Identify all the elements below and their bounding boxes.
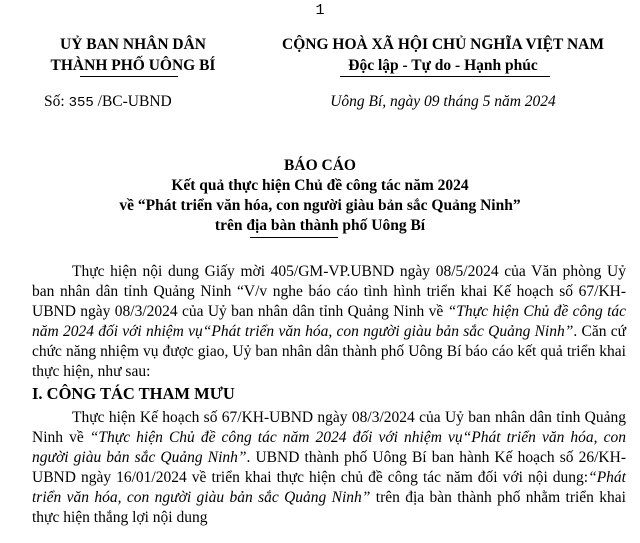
title-line-1: BÁO CÁO (284, 157, 356, 174)
title-line-3: về “Phát triển văn hóa, con người giàu bản sắc Quảng Ninh” (119, 197, 521, 214)
document-number (44, 93, 172, 111)
para2-text-c: trên địa bàn thành phố nhằm triển khai thực hiện thắng lợi nội dung (32, 488, 626, 526)
para1-italic-quote: “Thực hiện Chủ đề công tác năm 2024 đối với nhiệm vụ“Phát triển văn hóa, con người giàu bản sắc Quảng Ninh” (32, 302, 627, 340)
country-name: CỘNG HOÀ XÃ HỘI CHỦ NGHĨA VIỆT NAM (282, 36, 604, 53)
authority-line-1: UỶ BAN NHÂN DÂN (60, 36, 206, 53)
para1-text-a: Thực hiện nội dung Giấy mời 405/GM-VP.UBND ngày 08/5/2024 của Văn phòng Uỷ ban nhân dân tỉnh Quảng Ninh “V/v nghe báo cáo tình hình triển khai Kế hoạch số 67/KH-UBND ngày 08/3/2024 của Uỷ ban nhân dân tỉnh Quảng Ninh về (32, 263, 626, 320)
motto-line: Độc lập - Tự do - Hạnh phúc (348, 57, 538, 74)
paragraph-advisory (32, 408, 626, 527)
motto-underline (340, 76, 550, 77)
doc-number-value: 355 (68, 95, 94, 111)
paragraph-intro (32, 262, 626, 381)
national-motto (258, 34, 628, 76)
doc-number-suffix: /BC-UBND (93, 93, 172, 110)
issuing-authority (18, 34, 248, 76)
authority-line-2: THÀNH PHỐ UÔNG BÍ (50, 57, 216, 74)
title-underline (250, 237, 338, 238)
para2-text-a: Thực hiện Kế hoạch số 67/KH-UBND ngày 08/3/2024 của Uỷ ban nhân dân tỉnh Quảng Ninh về (32, 409, 626, 447)
para2-italic-quote: “Thực hiện Chủ đề công tác năm 2024 đối với nhiệm vụ“Phát triển văn hóa, con người giàu bản sắc Quảng Ninh” (32, 429, 626, 467)
place-and-date: Uông Bí, ngày 09 tháng 5 năm 2024 (330, 93, 556, 110)
para2-italic-quote-2: “Phát triển văn hóa, con người giàu bản sắc Quảng Ninh” (32, 469, 626, 506)
page-number: 1 (315, 2, 325, 19)
title-line-2: Kết quả thực hiện Chủ đề công tác năm 2024 (171, 177, 469, 194)
report-title (0, 156, 640, 236)
section-heading-1: I. CÔNG TÁC THAM MƯU (32, 384, 235, 404)
title-line-4: trên địa bàn thành phố Uông Bí (214, 217, 426, 234)
para1-text-b: . Căn cứ chức năng nhiệm vụ được giao, Uỷ ban nhân dân thành phố Uông Bí báo cáo kết quả triển khai thực hiện, như sau: (32, 322, 626, 380)
document-body (32, 262, 626, 528)
authority-underline (80, 76, 178, 77)
para2-text-b: . UBND thành phố Uông Bí ban hành Kế hoạch số 26/KH-UBND ngày 16/01/2024 về triển khai thực hiện chủ đề công tác năm đối với nội dung: (32, 449, 626, 487)
doc-number-prefix: Số: (44, 93, 69, 110)
